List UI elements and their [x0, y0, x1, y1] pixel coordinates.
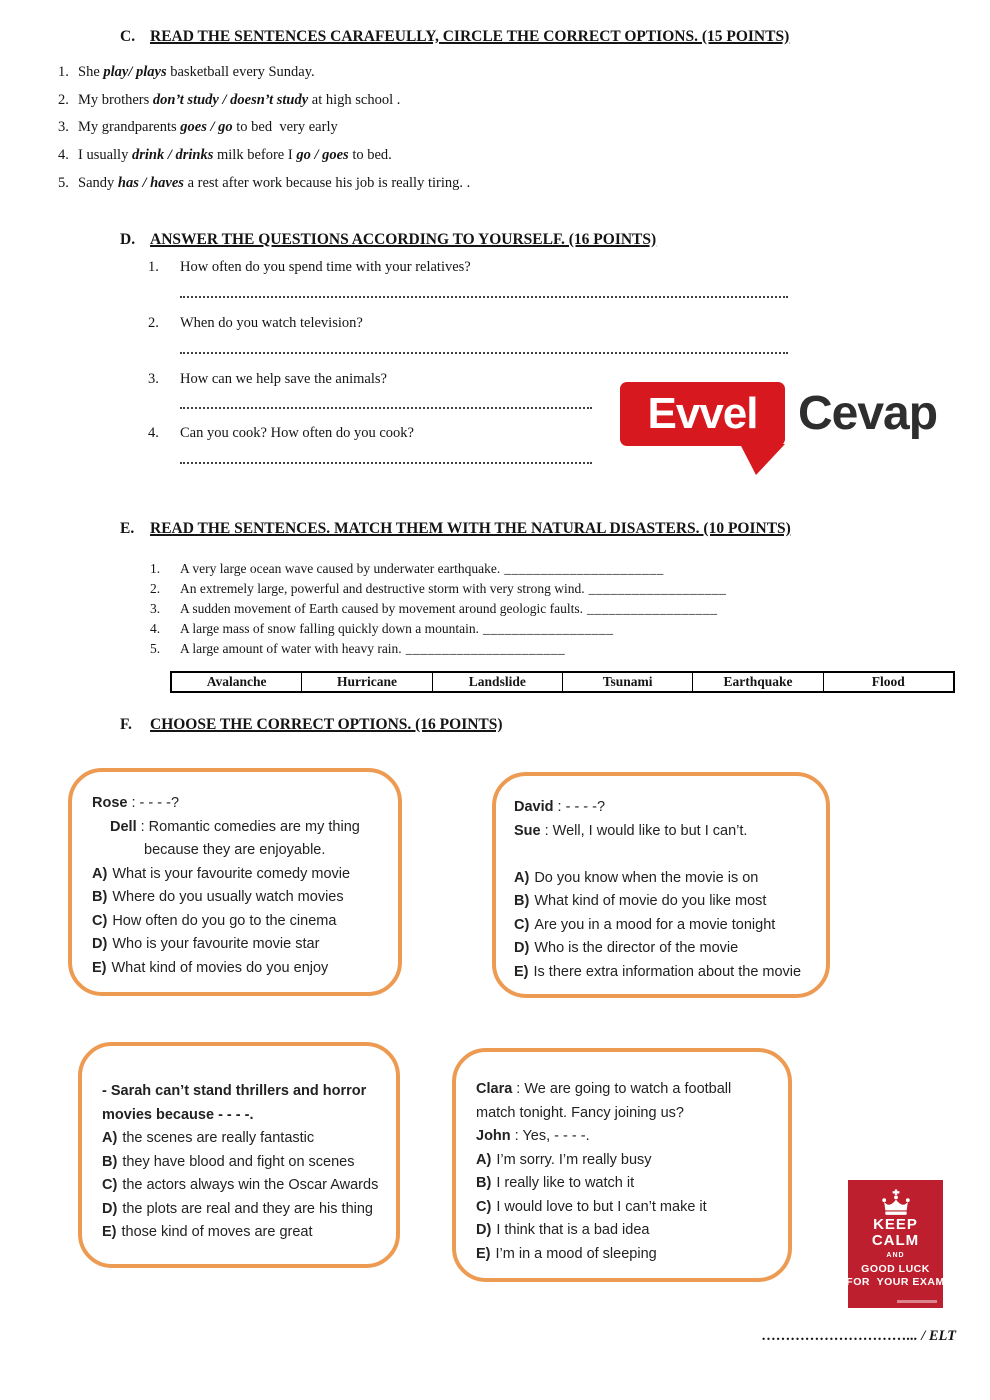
option-label: D) [476, 1222, 492, 1238]
poster-line: GOOD LUCK [861, 1262, 930, 1275]
section-c-header [120, 28, 789, 46]
item-number: 1. [148, 259, 159, 275]
poster-line: KEEP [873, 1216, 918, 1233]
answer-dotted-line [180, 352, 788, 354]
logo-text-secondary: Cevap [798, 387, 938, 440]
match-blank: ___________________ [588, 581, 727, 596]
section-f-header [120, 716, 503, 734]
option-label: C) [102, 1177, 118, 1193]
option-text: Who is your favourite movie star [112, 936, 320, 952]
section-letter: C. [120, 28, 136, 45]
logo-speech-bubble [620, 382, 785, 446]
dialogue-text: : Romantic comedies are my thing [136, 818, 360, 835]
dialogue-line [92, 816, 390, 840]
dialogue-bubble-sarah [78, 1042, 400, 1268]
option-label: C) [514, 916, 530, 933]
dialogue-text: : - - - -? [553, 799, 606, 815]
poster-line: AND [886, 1251, 905, 1259]
option-text: What is your favourite comedy movie [112, 865, 351, 882]
option-label: B) [514, 893, 530, 909]
sentence-segment: basketball every Sunday. [166, 64, 315, 80]
poster-line: FOR YOUR EXAM [846, 1275, 945, 1288]
disaster-table [170, 671, 955, 693]
option-label: E) [476, 1245, 491, 1262]
section-title: READ THE SENTENCES CARAFEULLY, CIRCLE THE CORRECT OPTIONS. (15 POINTS) [150, 28, 790, 45]
logo-bubble-tail-icon [740, 444, 786, 476]
option-choice: goes / go [180, 119, 233, 135]
dialogue-text: : We are going to watch a football [512, 1081, 732, 1097]
option-line [514, 890, 818, 914]
blank-line [514, 843, 818, 867]
match-blank: __________________ [482, 621, 614, 636]
item-number: 3. [148, 371, 159, 387]
match-text: A sudden movement of Earth caused by movement around geologic faults. [180, 601, 584, 616]
disaster-cell: Landslide [432, 673, 562, 691]
dialogue-line [514, 820, 818, 844]
question-text: Can you cook? How often do you cook? [180, 425, 414, 441]
answer-dotted-line [180, 462, 592, 464]
speaker-name: Rose [92, 795, 128, 811]
dialogue-bubble-rose-dell [68, 768, 402, 996]
stem-text: - Sarah can’t stand thrillers and horror [102, 1083, 367, 1099]
option-line [476, 1149, 780, 1173]
option-text: Is there extra information about the movie [533, 963, 802, 980]
match-item [150, 621, 613, 637]
option-label: B) [102, 1153, 118, 1170]
question-text: When do you watch television? [180, 315, 363, 331]
option-text: How often do you go to the cinema [112, 912, 337, 929]
section-e-header [120, 520, 791, 538]
sentence-item [58, 92, 400, 109]
sentence-item [58, 119, 338, 136]
item-number: 2. [148, 315, 159, 331]
item-number: 4. [148, 425, 159, 441]
section-letter: F. [120, 716, 132, 733]
poster-line: CALM [871, 1231, 920, 1249]
question-item [148, 315, 363, 332]
dialogue-line [476, 1102, 780, 1126]
option-choice: play/ plays [103, 64, 167, 80]
dialogue-text: because they are enjoyable. [144, 842, 326, 858]
option-label: A) [92, 865, 108, 882]
disaster-cell: Tsunami [562, 673, 692, 691]
item-number: 2. [58, 92, 69, 108]
match-text: An extremely large, powerful and destructive storm with very strong wind. [180, 581, 585, 596]
option-label: B) [476, 1175, 492, 1191]
stem-text: movies because - - - -. [102, 1106, 254, 1123]
match-item [150, 601, 718, 617]
option-line [514, 937, 818, 961]
option-text: I would love to but I can’t make it [496, 1198, 707, 1215]
match-text: A very large ocean wave caused by underwater earthquake. [180, 561, 501, 576]
option-line [514, 914, 818, 938]
match-blank: ______________________ [504, 561, 664, 576]
speaker-name: David [514, 799, 554, 815]
match-blank: ______________________ [405, 641, 566, 656]
section-title: ANSWER THE QUESTIONS ACCORDING TO YOURSELF. (16 POINTS) [150, 231, 657, 248]
dialogue-line [92, 839, 390, 863]
item-number: 1. [150, 561, 161, 576]
section-d-header [120, 231, 656, 249]
item-number: 2. [150, 581, 161, 596]
option-line [476, 1172, 780, 1196]
item-number: 5. [58, 175, 69, 191]
option-text: What kind of movie do you like most [534, 893, 767, 909]
option-line [476, 1243, 780, 1267]
option-text: Do you know when the movie is on [534, 869, 759, 886]
sentence-segment: My brothers [78, 92, 153, 108]
option-label: C) [476, 1198, 492, 1215]
option-label: D) [92, 936, 108, 952]
dialogue-text: : Well, I would like to but I can’t. [540, 822, 748, 839]
option-label: E) [92, 959, 107, 976]
sentence-segment: I usually [78, 147, 132, 163]
match-item [150, 581, 726, 597]
item-number: 4. [58, 147, 69, 163]
question-item [148, 259, 471, 276]
option-text: I really like to watch it [496, 1175, 635, 1191]
poster-watermark [897, 1300, 937, 1303]
option-line [92, 910, 390, 934]
match-text: A large amount of water with heavy rain. [180, 641, 402, 656]
speaker-name: Dell [110, 818, 137, 835]
option-label: D) [514, 940, 530, 956]
option-text: those kind of moves are great [121, 1224, 313, 1240]
speaker-name: John [476, 1128, 511, 1144]
sentence-segment: to bed very early [232, 119, 338, 135]
question-item [148, 425, 414, 442]
dialogue-line [92, 792, 390, 816]
keep-calm-poster [848, 1180, 943, 1308]
option-text: Where do you usually watch movies [112, 889, 344, 905]
dialogue-line [514, 796, 818, 820]
question-text: How can we help save the animals? [180, 371, 387, 387]
option-text: What kind of movies do you enjoy [111, 959, 329, 976]
option-label: A) [102, 1130, 118, 1146]
sentence-segment: My grandparents [78, 119, 181, 135]
option-text: I’m sorry. I’m really busy [496, 1151, 652, 1168]
disaster-cell: Earthquake [692, 673, 822, 691]
item-number: 3. [150, 601, 161, 616]
option-text: Who is the director of the movie [534, 940, 739, 956]
dialogue-bubble-david-sue [492, 772, 830, 998]
option-text: Are you in a mood for a movie tonight [534, 916, 776, 933]
dialogue-text: : - - - -? [127, 795, 180, 811]
option-text: I think that is a bad idea [496, 1222, 650, 1238]
item-number: 1. [58, 64, 69, 80]
option-line [102, 1174, 388, 1198]
option-choice: drink / drinks [131, 147, 214, 163]
dialogue-bubble-clara-john [452, 1048, 792, 1282]
option-line [102, 1127, 388, 1151]
speaker-name: Sue [514, 822, 541, 839]
sentence-item [58, 147, 392, 164]
sentence-item [58, 175, 470, 192]
option-line [92, 957, 390, 981]
option-line [102, 1151, 388, 1175]
option-line [514, 867, 818, 891]
option-choice: don’t study / doesn’t study [152, 92, 309, 108]
disaster-cell: Flood [823, 673, 953, 691]
item-number: 5. [150, 641, 161, 656]
section-title: CHOOSE THE CORRECT OPTIONS. (16 POINTS) [150, 716, 503, 733]
sentence-segment: milk before I [213, 147, 297, 163]
option-label: E) [514, 963, 529, 980]
option-line [514, 961, 818, 985]
question-item [148, 371, 387, 388]
sentence-segment: at high school . [308, 92, 401, 108]
disaster-cell: Hurricane [301, 673, 431, 691]
speaker-name: Clara [476, 1081, 513, 1097]
sentence-item [58, 64, 315, 81]
option-label: B) [92, 889, 108, 905]
sentence-segment: Sandy [78, 175, 118, 191]
option-line [92, 933, 390, 957]
option-label: D) [102, 1200, 118, 1217]
option-text: the plots are real and they are his thing [122, 1200, 373, 1217]
sentence-segment: She [78, 64, 104, 80]
sentence-segment: a rest after work because his job is really tiring. . [183, 175, 471, 191]
option-choice: go / goes [296, 147, 349, 163]
match-blank: __________________ [587, 601, 718, 616]
question-text: How often do you spend time with your relatives? [180, 259, 471, 275]
option-text: I’m in a mood of sleeping [495, 1245, 657, 1262]
dialogue-line [102, 1104, 388, 1128]
section-title: READ THE SENTENCES. MATCH THEM WITH THE NATURAL DISASTERS. (10 POINTS) [150, 520, 791, 537]
section-letter: E. [120, 520, 135, 537]
answer-dotted-line [180, 296, 788, 298]
match-item [150, 641, 565, 657]
item-number: 4. [150, 621, 161, 636]
option-text: the scenes are really fantastic [122, 1130, 315, 1146]
option-line [102, 1221, 388, 1245]
option-line [102, 1198, 388, 1222]
logo-text-primary: Evvel [647, 389, 758, 438]
option-line [92, 886, 390, 910]
teacher-signature: …………………………... / ELT [761, 1328, 956, 1344]
match-text: A large mass of snow falling quickly down a mountain. [180, 621, 479, 636]
option-line [92, 863, 390, 887]
dialogue-line [476, 1125, 780, 1149]
dialogue-text: : Yes, - - - -. [510, 1128, 590, 1144]
option-label: E) [102, 1224, 117, 1240]
crown-icon [878, 1189, 914, 1217]
option-text: the actors always win the Oscar Awards [122, 1177, 379, 1193]
option-label: A) [514, 869, 530, 886]
option-choice: has / haves [117, 175, 184, 191]
option-label: C) [92, 912, 108, 929]
option-line [476, 1196, 780, 1220]
dialogue-line [102, 1080, 388, 1104]
dialogue-line [476, 1078, 780, 1102]
disaster-cell: Avalanche [206, 674, 267, 689]
option-line [476, 1219, 780, 1243]
sentence-segment: to bed. [348, 147, 392, 163]
item-number: 3. [58, 119, 69, 135]
section-letter: D. [120, 231, 136, 248]
option-text: they have blood and fight on scenes [122, 1153, 355, 1170]
match-item [150, 561, 664, 577]
answer-dotted-line [180, 407, 592, 409]
option-label: A) [476, 1151, 492, 1168]
dialogue-text: match tonight. Fancy joining us? [476, 1104, 684, 1121]
